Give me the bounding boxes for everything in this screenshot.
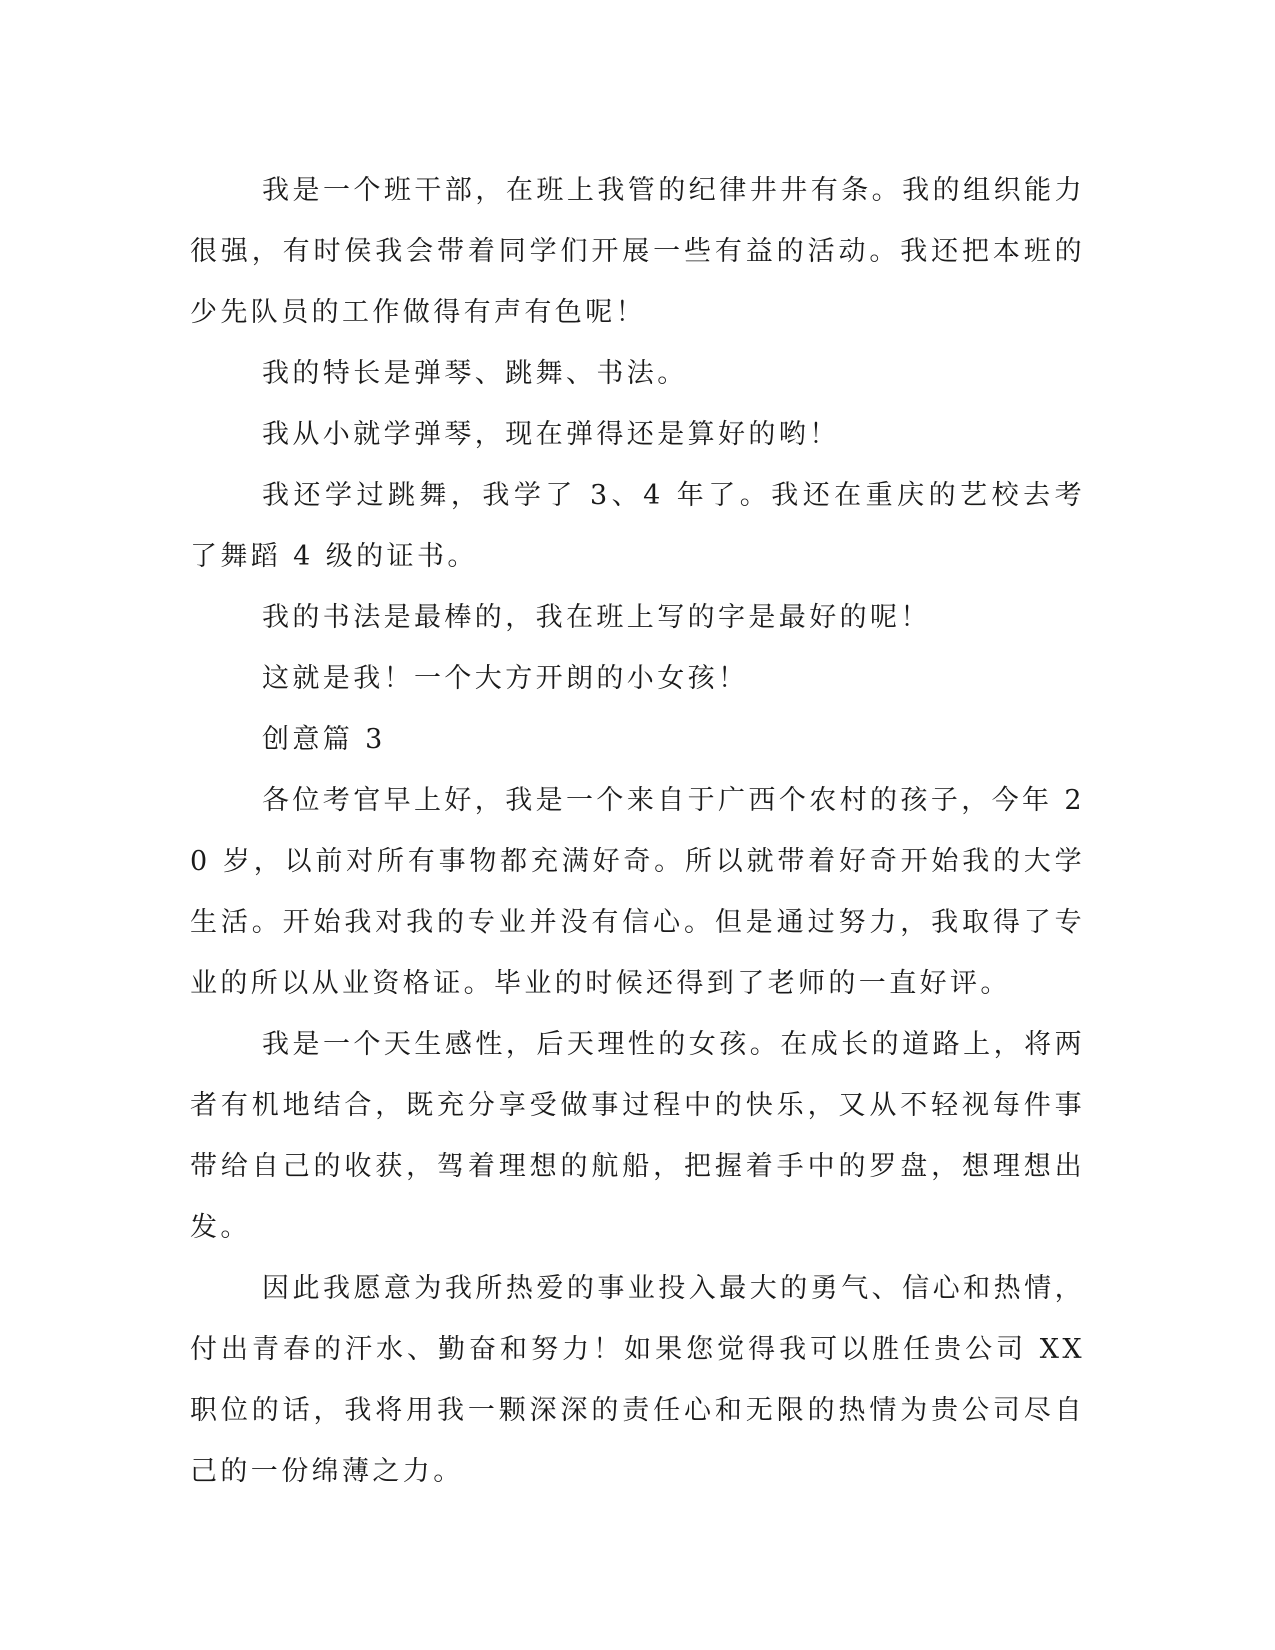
paragraph-personality: 我是一个天生感性，后天理性的女孩。在成长的道路上，将两者有机地结合，既充分享受做事过程中的快乐，又从不轻视每件事带给自己的收获，驾着理想的航船，把握着手中的罗盘，想理想出发。 (190, 1029, 1085, 1243)
section-heading: 创意篇 3 (262, 724, 386, 755)
paragraph-calligraphy: 我的书法是最棒的，我在班上写的字是最好的呢！ (262, 602, 931, 633)
paragraph-class-cadre: 我是一个班干部，在班上我管的纪律井井有条。我的组织能力很强，有时侯我会带着同学们开展一些有益的活动。我还把本班的少先队员的工作做得有声有色呢！ (190, 175, 1085, 328)
paragraph-greeting: 各位考官早上好，我是一个来自于广西个农村的孩子，今年 20 岁，以前对所有事物都充满好奇。所以就带着好奇开始我的大学生活。开始我对我的专业并没有信心。但是通过努力，我取得了专业的所以从业资格证。毕业的时候还得到了老师的一直好评。 (190, 785, 1085, 999)
paragraph-dance: 我还学过跳舞，我学了 3、4 年了。我还在重庆的艺校去考了舞蹈 4 级的证书。 (190, 480, 1085, 572)
document-body (190, 160, 1085, 1502)
paragraph-commitment: 因此我愿意为我所热爱的事业投入最大的勇气、信心和热情，付出青春的汗水、勤奋和努力！如果您觉得我可以胜任贵公司 XX 职位的话，我将用我一颗深深的责任心和无限的热情为贵公司尽自己的一份绵薄之力。 (190, 1273, 1085, 1487)
paragraph-piano: 我从小就学弹琴，现在弹得还是算好的哟！ (262, 419, 840, 450)
paragraph-specialties: 我的特长是弹琴、跳舞、书法。 (262, 358, 688, 389)
paragraph-closing-girl: 这就是我！一个大方开朗的小女孩！ (262, 663, 749, 694)
